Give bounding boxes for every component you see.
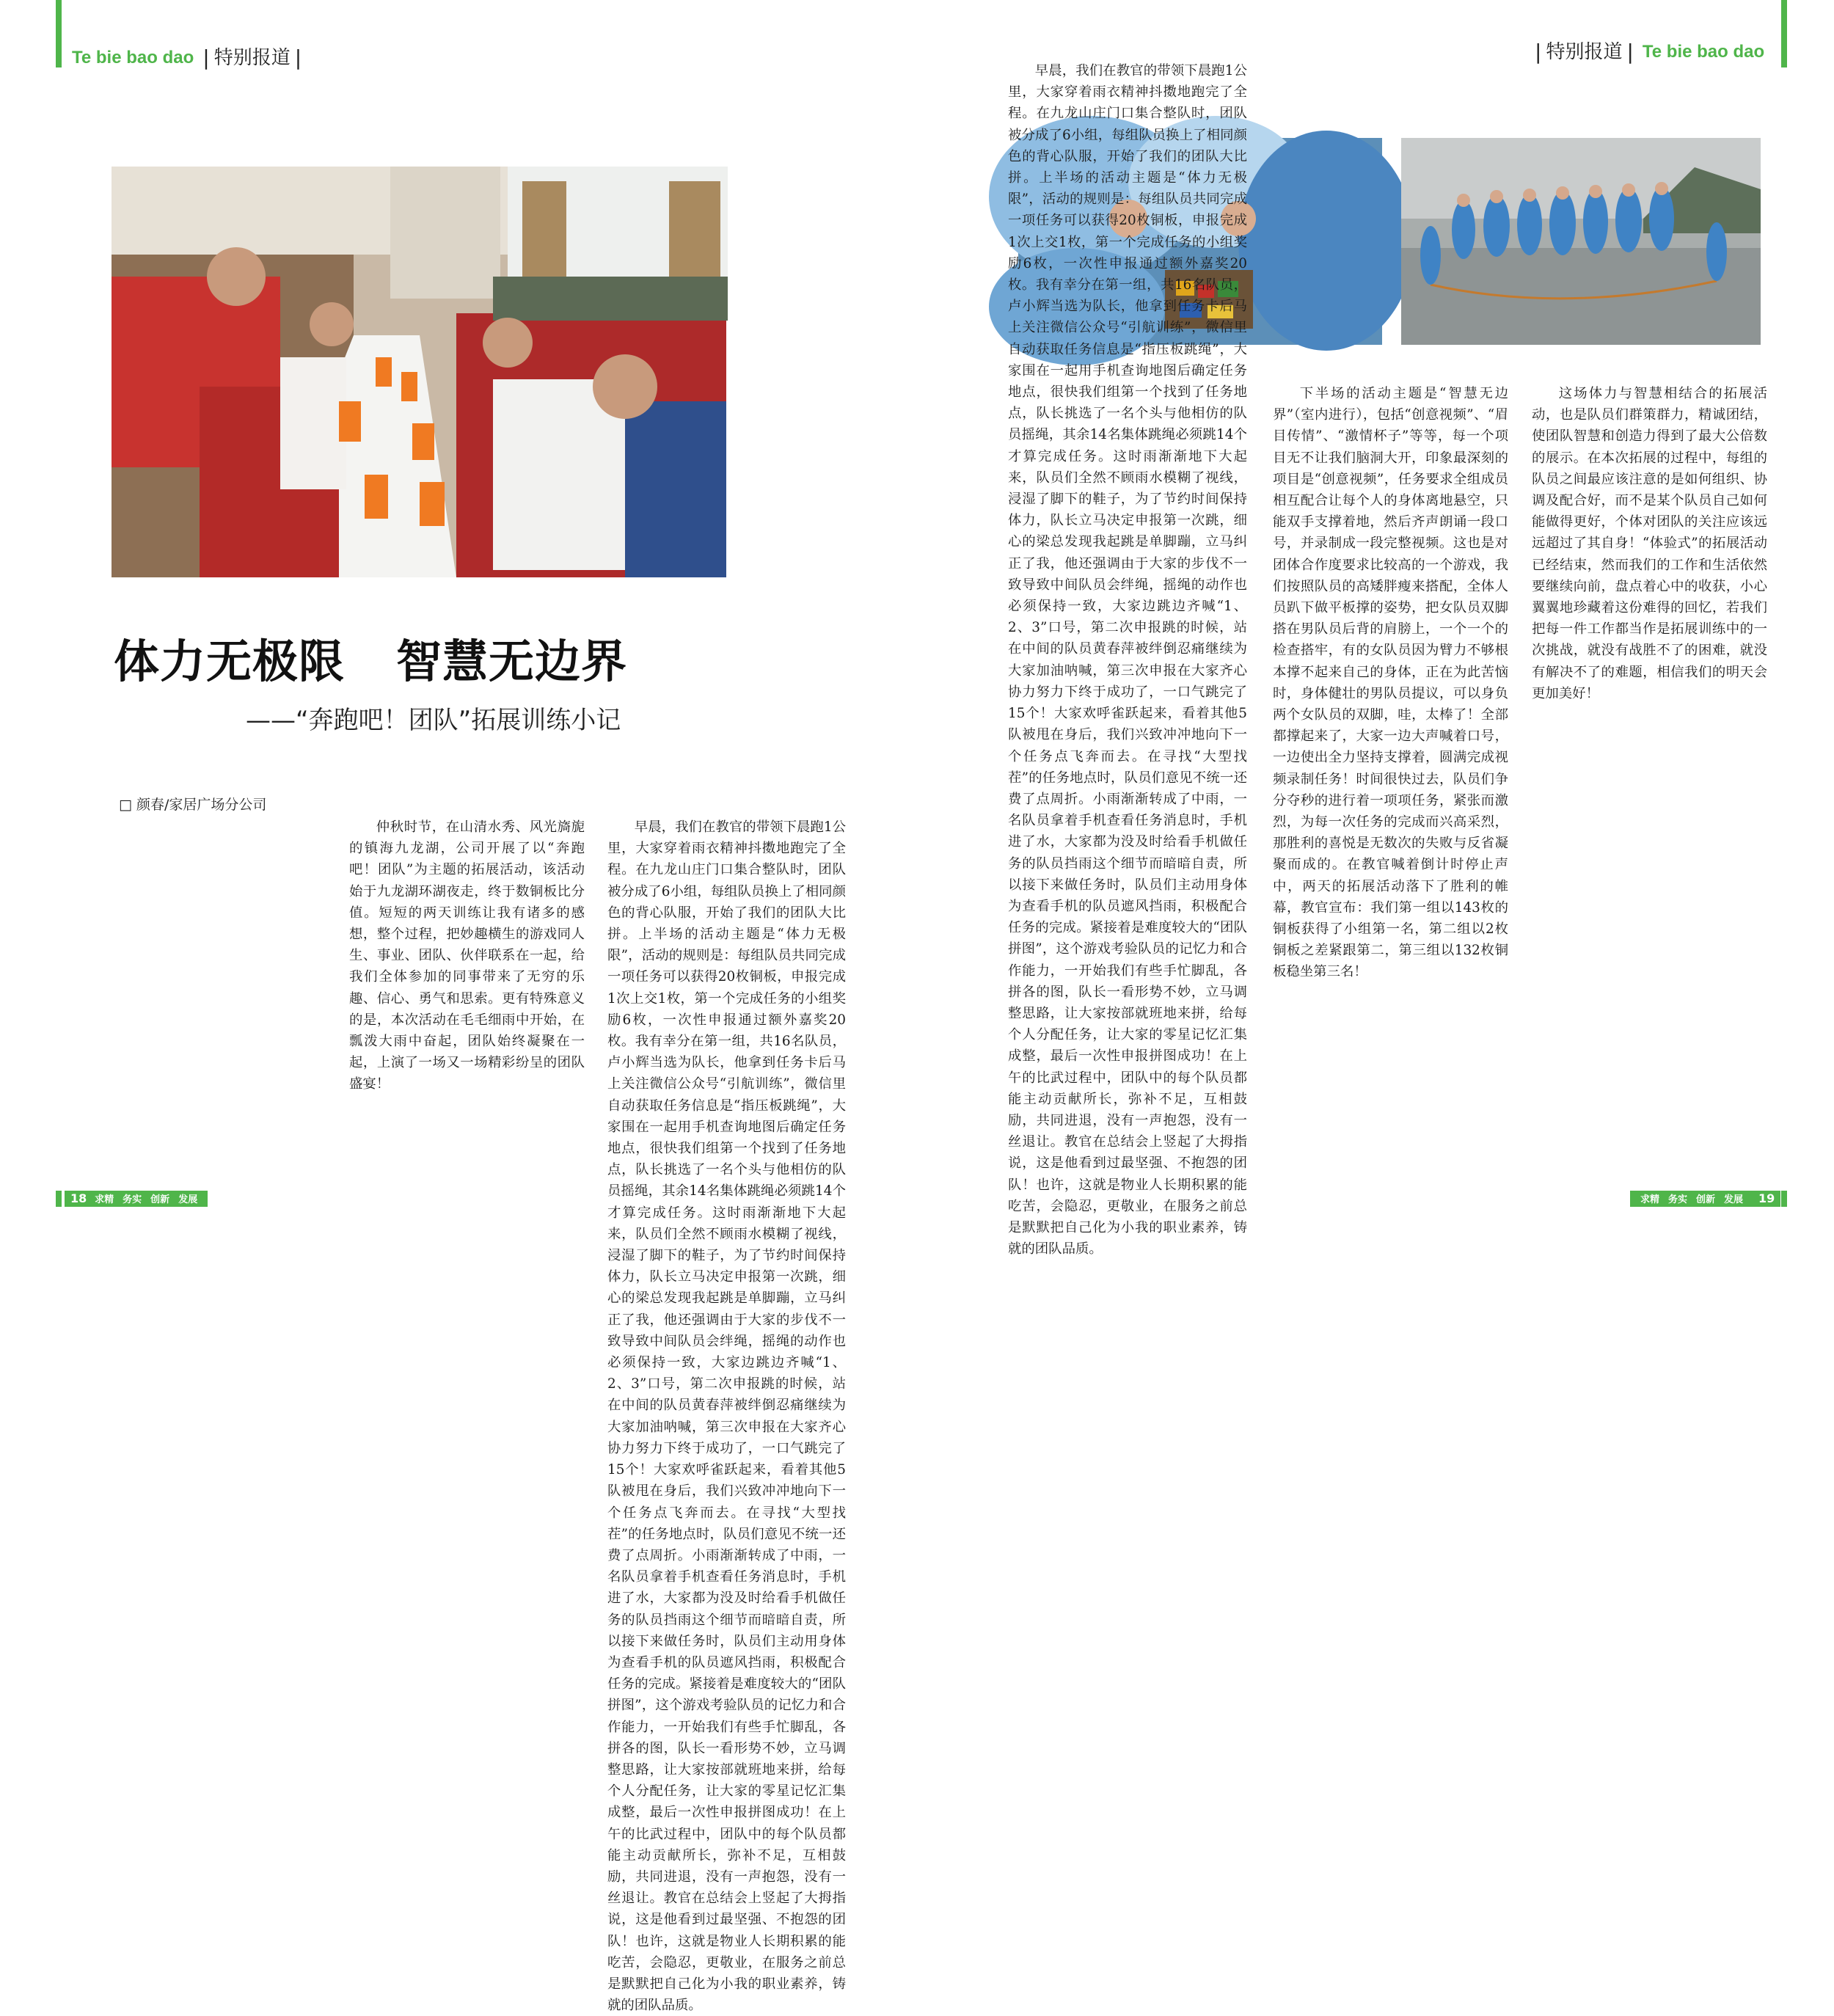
paragraph-3: 下半场的活动主题是“智慧无边界”（室内进行），包括“创意视频”、“眉目传情”、“激情杯子”等等，每一个项目无不让我们脑洞大开，印象最深刻的项目是“创意视频”，任务要求全组成员相互配合让每个人的身体离地悬空，只能双手支撑着地，然后齐声朗诵一段口号，并录制成一段完整视频。这也是对团体合作度要求比较高的一个游戏，我们按照队员的高矮胖瘦来搭配，全体人员趴下做平板撑的姿势，把女队员双脚搭在男队员后背的肩膀上，一个一个的检查搭牢，有的女队员因为臂力不够根本撑不起来自己的身体，正在为此苦恼时，身体健壮的男队员提议，可以身负两个女队员的双脚，哇，太棒了！全部都撑起来了，大家一边大声喊着口号，一边使出全力坚持支撑着，圆满完成视频录制任务！时间很快过去，队员们争分夺秒的进行着一项项任务，紧张而激烈，为每一次任务的完成而兴高采烈，那胜利的喜悦是无数次的失败与反省凝聚而成的。在教官喊着倒计时停止声中，两天的拓展活动落下了胜利的帷幕，教官宣布：我们第一组以143枚的铜板获得了小组第一名，第二组以2枚铜板之差紧跟第二，第三组以132枚铜板稳坐第三名！	[1273, 386, 1508, 980]
right-page-footer	[1630, 1191, 1780, 1207]
column-5-flow	[1532, 383, 1767, 704]
footer-slogan-word: 务实	[1668, 1194, 1688, 1205]
paragraph-2-continued: 早晨，我们在教官的带领下晨跑1公里，大家穿着雨衣精神抖擞地跑完了全程。在九龙山庄门口集合整队时，团队被分成了6小组，每组队员换上了相同颜色的背心队服，开始了我们的团队大比拼。上半场的活动主题是“体力无极限”，活动的规则是：每组队员共同完成一项任务可以获得20枚铜板，申报完成1次上交1枚，第一个完成任务的小组奖励6枚，一次性申报通过额外嘉奖20枚。我有幸分在第一组，共16名队员，卢小辉当选为队长，他拿到任务卡后马上关注微信公众号“引航训练”，微信里自动获取任务信息是“指压板跳绳”，大家围在一起用手机查询地图后确定任务地点，很快我们组第一个找到了任务地点，队长挑选了一名个头与他相仿的队员摇绳，其余14名集体跳绳必须跳14个才算完成任务。这时雨渐渐地下大起来，队员们全然不顾雨水模糊了视线，浸湿了脚下的鞋子，为了节约时间保持体力，队长立马决定申报第一次跳，细心的梁总发现我起跳是单脚蹦，立马纠正了我，他还强调由于大家的步伐不一致导致中间队员会绊绳，摇绳的动作也必须保持一致，大家边跳边齐喊“1、2、3”口号，第二次申报跳的时候，站在中间的队员黄春萍被绊倒忍痛继续为大家加油呐喊，第三次申报在大家齐心协力努力下终于成功了，一口气跳完了15个！大家欢呼雀跃起来，看着其他5队被甩在身后，我们兴致冲冲地向下一个任务点飞奔而去。在寻找“大型找茬”的任务地点时，队员们意见不统一还费了点周折。小雨渐渐转成了中雨，一名队员拿着手机查看任务消息时，手机进了水，大家都为没及时给看手机做任务的队员挡雨这个细节而暗暗自责，所以接下来做任务时，队员们主动用身体为查看手机的队员遮风挡雨，积极配合任务的完成。紧接着是难度较大的“团队拼图”，这个游戏考验队员的记忆力和合作能力，一开始我们有些手忙脚乱，各拼各的图，队长一看形势不妙，立马调整思路，让大家按部就班地来拼，给每个人分配任务，让大家的零星记忆汇集成整，最后一次性申报拼图成功！在上午的比武过程中，团队中的每个队员都能主动贡献所长，弥补不足，互相鼓励，共同进退，没有一声抱怨，没有一丝退让。教官在总结会上竖起了大拇指说，这是他看到过最坚强、不抱怨的团队！也许，这就是物业人长期积累的能吃苦，会隐忍，更敬业，在服务之前总是默默把自己化为小我的职业素养，铸就的团队品质。	[1008, 63, 1247, 1257]
footer-slogan-word: 务实	[123, 1194, 142, 1205]
jump-rope-in-rain-photo	[1401, 138, 1761, 345]
right-footer-green-tick	[1781, 1191, 1787, 1207]
left-page-number: 18	[70, 1191, 87, 1205]
right-header-green-bar	[1781, 0, 1787, 67]
paragraph-4: 这场体力与智慧相结合的拓展活动，也是队员们群策群力，精诚团结，使团队智慧和创造力得到了最大公倍数的展示。在本次拓展的过程中，每组的队员之间最应该注意的是如何组织、协调及配合好，而不是某个队员自己如何能做得更好，个体对团队的关注应该远远超过了其自身！“体验式”的拓展活动已经结束，然而我们的工作和生活依然要继续向前，盘点着心中的收获，小心翼翼地珍藏着这份难得的回忆，若我们把每一件工作都当作是拓展训练中的一次挑战，就没有战胜不了的困难，就没有解决不了的难题，相信我们的明天会更加美好！	[1532, 386, 1767, 701]
column-4-flow	[1273, 383, 1508, 983]
footer-slogan-word: 创新	[1696, 1194, 1716, 1205]
right-header-title: 特别报道	[1546, 41, 1623, 63]
left-header-separator-end: |	[294, 45, 302, 70]
column-1-flow	[349, 817, 585, 1095]
left-page-footer	[65, 1191, 208, 1207]
right-page-header	[1535, 41, 1764, 63]
left-footer-green-tick	[56, 1191, 62, 1207]
article-title-part-1: 体力无极限	[114, 635, 346, 688]
paragraph-1: 仲秋时节，在山清水秀、风光旖旎的镇海九龙湖，公司开展了以“奔跑吧！团队”为主题的拓展活动，该活动始于九龙湖环湖夜走，终于数铜板比分值。短短的两天训练让我有诸多的感想，整个过程，把妙趣横生的游戏同人生、事业、团队、伙伴联系在一起，给我们全体参加的同事带来了无穷的乐趣、信心、勇气和思索。更有特殊意义的是，本次活动在毛毛细雨中开始，在瓢泼大雨中奋起，团队始终凝聚在一起，上演了一场又一场精彩纷呈的团队盛宴！	[349, 819, 585, 1092]
article-title	[114, 625, 627, 690]
article-column-1	[349, 817, 585, 1139]
footer-slogan-word: 发展	[178, 1194, 198, 1205]
right-page-number: 19	[1758, 1191, 1775, 1205]
article-byline: □ 颜春/家居广场分公司	[119, 797, 267, 813]
article-column-5	[1532, 383, 1767, 1139]
paragraph-2: 早晨，我们在教官的带领下晨跑1公里，大家穿着雨衣精神抖擞地跑完了全程。在九龙山庄门口集合整队时，团队被分成了6小组，每组队员换上了相同颜色的背心队服，开始了我们的团队大比拼。上半场的活动主题是“体力无极限”，活动的规则是：每组队员共同完成一项任务可以获得20枚铜板，申报完成1次上交1枚，第一个完成任务的小组奖励6枚，一次性申报通过额外嘉奖20枚。我有幸分在第一组，共16名队员，卢小辉当选为队长，他拿到任务卡后马上关注微信公众号“引航训练”，微信里自动获取任务信息是“指压板跳绳”，大家围在一起用手机查询地图后确定任务地点，很快我们组第一个找到了任务地点，队长挑选了一名个头与他相仿的队员摇绳，其余14名集体跳绳必须跳14个才算完成任务。这时雨渐渐地下大起来，队员们全然不顾雨水模糊了视线，浸湿了脚下的鞋子，为了节约时间保持体力，队长立马决定申报第一次跳，细心的梁总发现我起跳是单脚蹦，立马纠正了我，他还强调由于大家的步伐不一致导致中间队员会绊绳，摇绳的动作也必须保持一致，大家边跳边齐喊“1、2、3”口号，第二次申报跳的时候，站在中间的队员黄春萍被绊倒忍痛继续为大家加油呐喊，第三次申报在大家齐心协力努力下终于成功了，一口气跳完了15个！大家欢呼雀跃起来，看着其他5队被甩在身后，我们兴致冲冲地向下一个任务点飞奔而去。在寻找“大型找茬”的任务地点时，队员们意见不统一还费了点周折。小雨渐渐转成了中雨，一名队员拿着手机查看任务消息时，手机进了水，大家都为没及时给看手机做任务的队员挡雨这个细节而暗暗自责，所以接下来做任务时，队员们主动用身体为查看手机的队员遮风挡雨，积极配合任务的完成。紧接着是难度较大的“团队拼图”，这个游戏考验队员的记忆力和合作能力，一开始我们有些手忙脚乱，各拼各的图，队长一看形势不妙，立马调整思路，让大家按部就班地来拼，给每个人分配任务，让大家的零星记忆汇集成整，最后一次性申报拼图成功！在上午的比武过程中，团队中的每个队员都能主动贡献所长，弥补不足，互相鼓励，共同进退，没有一声抱怨，没有一丝退让。教官在总结会上竖起了大拇指说，这是他看到过最坚强、不抱怨的团队！也许，这就是物业人长期积累的能吃苦，会隐忍，更敬业，在服务之前总是默默把自己化为小我的职业素养，铸就的团队品质。	[607, 819, 846, 2014]
left-header-title: 特别报道	[213, 47, 291, 69]
article-column-4	[1273, 383, 1508, 1139]
article-column-3	[1008, 63, 1247, 1257]
footer-slogan-word: 求精	[1640, 1194, 1660, 1205]
left-header-separator: |	[202, 45, 210, 70]
right-header-separator-start: |	[1535, 40, 1542, 64]
right-header-latin: Te bie bao dao	[1642, 42, 1765, 62]
indoor-team-cup-game-photo	[112, 167, 726, 577]
column-3-flow	[1008, 60, 1247, 1260]
article-title-part-2: 智慧无边界	[396, 635, 628, 688]
footer-slogan-word: 创新	[150, 1194, 170, 1205]
left-header-green-bar	[56, 0, 62, 67]
article-column-2	[607, 817, 846, 2014]
column-2-flow	[607, 817, 846, 2016]
article-subtitle: ——“奔跑吧！团队”拓展训练小记	[246, 706, 621, 735]
left-header-latin: Te bie bao dao	[72, 48, 194, 67]
left-page-header	[72, 47, 302, 69]
footer-slogan-word: 发展	[1724, 1194, 1744, 1205]
right-header-separator: |	[1626, 40, 1634, 64]
footer-slogan-word: 求精	[95, 1194, 114, 1205]
